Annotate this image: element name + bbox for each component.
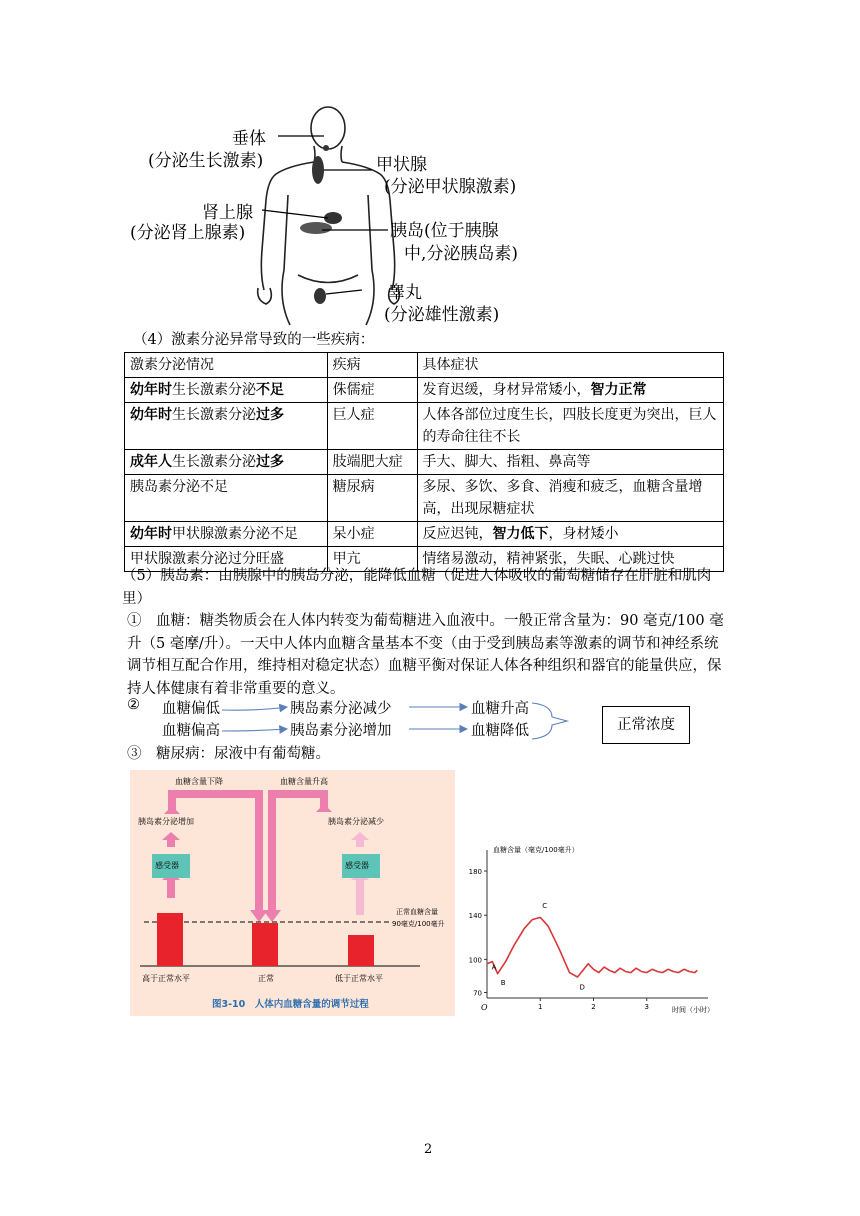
adrenal-note: (分泌肾上腺素) — [130, 223, 246, 243]
bar-high — [157, 913, 183, 966]
islet-label: 胰岛(位于胰腺 — [390, 221, 499, 241]
pancreas-gland — [300, 222, 332, 234]
header-secretion: 激素分泌情况 — [125, 353, 328, 378]
normal-line-value: 90毫克/100毫升 — [392, 920, 445, 928]
table-row — [125, 450, 724, 475]
normal-level-box: 正常浓度 — [602, 706, 690, 744]
disease-cell: 呆小症 — [327, 522, 417, 547]
y-tick-label: 180 — [468, 868, 482, 877]
header-symptoms: 具体症状 — [417, 353, 724, 378]
fig-right-label: 胰岛素分泌减少 — [328, 817, 384, 826]
fig-left-label: 胰岛素分泌增加 — [138, 817, 194, 826]
normal-line-label: 正常血糖含量 — [396, 908, 438, 916]
secretion-cell: 胰岛素分泌不足 — [125, 475, 328, 522]
anatomy-figure — [128, 100, 538, 328]
header-disease: 疾病 — [327, 353, 417, 378]
insulin-increase-label: 胰岛素分泌增加 — [290, 723, 392, 739]
point-label-c: C — [542, 901, 548, 910]
table-row — [125, 522, 724, 547]
blood-sugar-chart-svg — [465, 838, 720, 1018]
symptom-cell: 多尿、多饮、多食、消瘦和疲乏，血糖含量增高，出现尿糖症状 — [417, 475, 724, 522]
pituitary-note: (分泌生长激素) — [148, 151, 264, 171]
blood-sugar-chart — [465, 838, 720, 1018]
point-label-b: B — [500, 979, 506, 988]
disease-cell: 肢端肥大症 — [327, 450, 417, 475]
low-sugar-label: 血糖偏低 — [162, 701, 220, 717]
page-number: 2 — [424, 1142, 433, 1157]
x-tick-label: 1 — [538, 1003, 543, 1011]
section4-heading: （4）激素分泌异常导致的一些疾病： — [133, 332, 375, 348]
table-header-row — [125, 353, 724, 378]
secretion-cell: 幼年时甲状腺激素分泌不足 — [125, 522, 328, 547]
symptom-cell: 人体各部位过度生长，四肢长度更为突出，巨人的寿命往往不长 — [417, 403, 724, 450]
bar-normal — [252, 923, 278, 966]
bar-low — [348, 935, 374, 966]
symptom-cell: 情绪易激动，精神紧张，失眠、心跳过快 — [417, 547, 724, 572]
table-row — [125, 475, 724, 522]
blood-sugar-line — [487, 917, 697, 977]
regulation-figure — [130, 770, 455, 1016]
hormone-disease-table — [124, 352, 724, 572]
sugar-rise-label: 血糖升高 — [471, 701, 529, 717]
y-tick-label: 100 — [468, 956, 482, 965]
adrenal-label: 肾上腺 — [202, 203, 253, 223]
y-axis-label: 血糖含量（毫克/100毫升） — [493, 846, 579, 854]
diabetes-item: ③ 糖尿病：尿液中有葡萄糖。 — [127, 746, 330, 762]
table-row — [125, 403, 724, 450]
secretion-cell: 幼年时生长激素分泌不足 — [125, 378, 328, 403]
insulin-decrease-label: 胰岛素分泌减少 — [290, 701, 392, 717]
cat-low-label: 低于正常水平 — [335, 974, 383, 983]
fig-top-left: 血糖含量下降 — [175, 777, 223, 786]
high-sugar-label: 血糖偏高 — [162, 723, 220, 739]
receptor-label-left: 感受器 — [155, 861, 179, 870]
receptor-label-right: 感受器 — [345, 861, 369, 870]
fig-top-right: 血糖含量升高 — [280, 777, 328, 786]
arrow-icon — [222, 707, 287, 710]
cat-high-label: 高于正常水平 — [142, 974, 190, 983]
testis-gland — [314, 288, 326, 304]
thyroid-label: 甲状腺 — [376, 155, 427, 175]
flow-arrows — [127, 697, 607, 747]
disease-cell: 糖尿病 — [327, 475, 417, 522]
thyroid-note: (分泌甲状腺激素) — [384, 177, 517, 197]
testis-label: 睾丸 — [388, 283, 422, 303]
pituitary-label: 垂体 — [232, 129, 266, 149]
symptom-cell: 手大、脚大、指粗、鼻高等 — [417, 450, 724, 475]
secretion-cell: 幼年时生长激素分泌过多 — [125, 403, 328, 450]
table-row — [125, 378, 724, 403]
point-label-d: D — [579, 983, 585, 992]
cat-normal-label: 正常 — [258, 974, 274, 983]
secretion-cell: 成年人生长激素分泌过多 — [125, 450, 328, 475]
disease-cell: 侏儒症 — [327, 378, 417, 403]
x-tick-label: 3 — [644, 1003, 649, 1011]
disease-cell: 巨人症 — [327, 403, 417, 450]
secretion-cell: 甲状腺激素分泌过分旺盛 — [125, 547, 328, 572]
point-label-a: A — [491, 963, 497, 972]
symptom-cell: 发育迟缓，身材异常矮小，智力正常 — [417, 378, 724, 403]
figure-caption: 图3-10 人体内血糖含量的调节过程 — [212, 999, 369, 1010]
arrow-icon — [222, 729, 287, 731]
y-tick-label: 70 — [473, 989, 482, 998]
item2-number: ② — [127, 697, 140, 713]
blood-sugar-paragraph: ① 血糖：糖类物质会在人体内转变为葡萄糖进入血液中。一般正常含量为：90 毫克/100 毫升（5 毫摩/升）。一天中人体内血糖含量基本不变（由于受到胰岛素等激素的调节和神经系统调节相互配合作用，维持相对稳定状态）血糖平衡对保证人体各种组织和器官的能量供应，保持人体健康有着非常重要的意义。 — [127, 613, 724, 697]
x-tick-label: 2 — [591, 1003, 596, 1011]
islet-note: 中,分泌胰岛素) — [404, 244, 519, 264]
x-axis-label: 时间（小时） — [672, 1006, 714, 1014]
origin-label: O — [481, 1003, 488, 1012]
thyroid-gland — [312, 156, 324, 184]
symptom-cell: 反应迟钝，智力低下，身材矮小 — [417, 522, 724, 547]
testis-note: (分泌雄性激素) — [384, 305, 500, 325]
brace-icon — [532, 703, 567, 739]
section5-intro: （5）胰岛素：由胰腺中的胰岛分泌，能降低血糖（促进人体吸收的葡萄糖储存在肝脏和肌肉里） — [122, 568, 712, 607]
y-tick-label: 140 — [468, 912, 482, 921]
human-body-outline — [128, 100, 538, 328]
sugar-fall-label: 血糖降低 — [471, 723, 529, 739]
disease-cell: 甲亢 — [327, 547, 417, 572]
